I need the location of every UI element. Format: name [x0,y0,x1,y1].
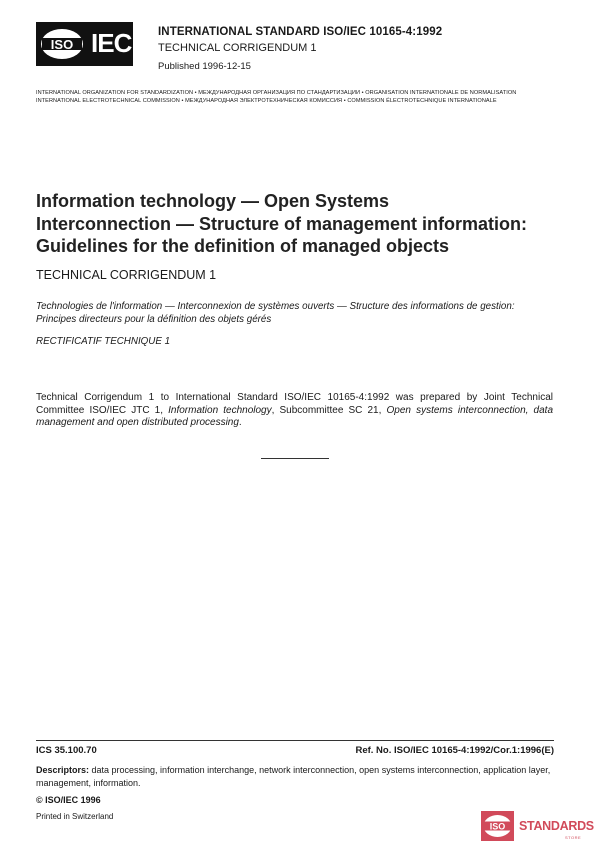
published-date: Published 1996-12-15 [158,61,251,72]
printed-location: Printed in Switzerland [36,812,114,821]
watermark-text: STANDARDS [519,819,594,833]
title-line-2: Interconnection — Structure of management information: [36,213,528,234]
ics-code: ICS 35.100.70 [36,745,97,756]
reference-number: Ref. No. ISO/IEC 10165-4:1992/Cor.1:1996(E) [355,745,554,756]
copyright: © ISO/IEC 1996 [36,795,101,805]
section-divider [261,458,329,459]
watermark-store-text: STORE [565,835,582,840]
iso-logo-text: ISO [50,37,74,52]
french-title-line-2: Principes directeurs pour la définition des objets gérés [36,314,272,325]
iso-iec-logo [36,22,133,66]
french-title-line-1: Technologies de l'information — Interconnexion de systèmes ouverts — Structure des informations de gestion: [36,301,515,312]
french-title [36,300,566,326]
iso-logo-icon [40,28,84,60]
standard-number: INTERNATIONAL STANDARD ISO/IEC 10165-4:1992 [158,26,443,38]
iec-logo-text: IEC [91,28,132,58]
organizations-line-1: INTERNATIONAL ORGANIZATION FOR STANDARDIZATION • МЕЖДУНАРОДНАЯ ОРГАНИЗАЦИЯ ПО СТАНДАРТИЗАЦИИ • ORGANISATION INTERNATIONALE DE NORMALISATION [36,90,517,96]
footer-rule [36,740,554,741]
document-title [36,190,576,258]
title-line-3: Guidelines for the definition of managed objects [36,236,450,256]
technical-corrigendum-heading: TECHNICAL CORRIGENDUM 1 [36,268,217,282]
title-line-1: Information technology — Open Systems [36,191,390,211]
iso-watermark-icon [481,811,514,841]
organizations-line-2: INTERNATIONAL ELECTROTECHNICAL COMMISSION • МЕЖДУНАРОДНАЯ ЭЛЕКТРОТЕХНИЧЕСКАЯ КОМИССИЯ • COMMISSION ÉLECTROTECHNIQUE INTERNATIONALE [36,98,497,104]
iso-standards-store-watermark [481,811,594,843]
corrigendum-label: TECHNICAL CORRIGENDUM 1 [158,42,317,54]
svg-text:ISO: ISO [489,821,506,832]
descriptors: Descriptors: data processing, information interchange, network interconnection, open systems interconnection, application layer, management, information. [36,765,551,788]
rectificatif-heading: RECTIFICATIF TECHNIQUE 1 [36,336,171,347]
body-paragraph: Technical Corrigendum 1 to International Standard ISO/IEC 10165-4:1992 was prepared by Joint Technical Committee ISO/IEC JTC 1, Information technology, Subcommittee SC 21, Open systems interconnection, data management and open distributed processing. [36,392,554,429]
